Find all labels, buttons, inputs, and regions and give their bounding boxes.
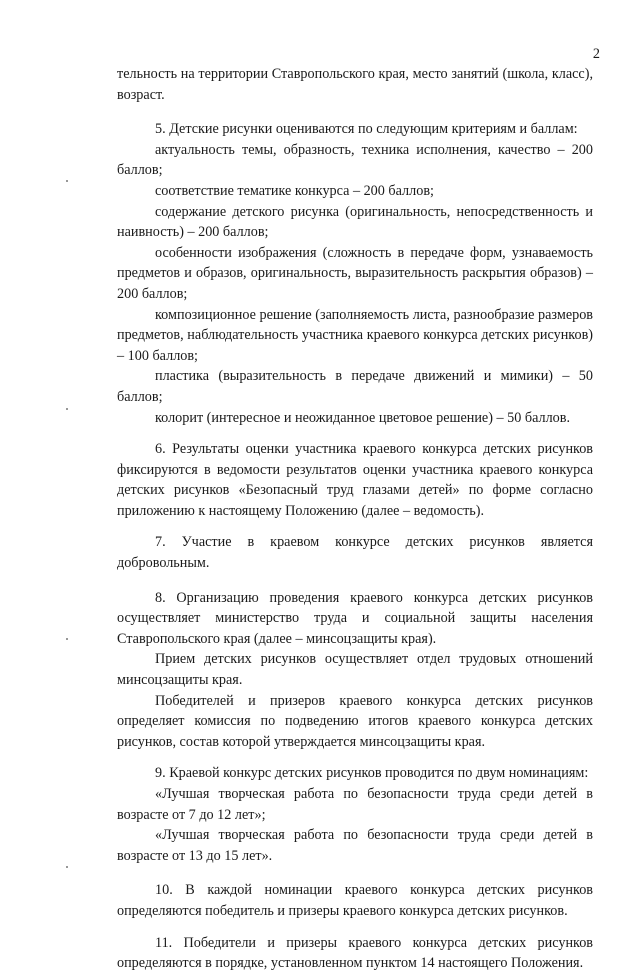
nomination-2: «Лучшая творческая работа по безопасности труда среди детей в возрасте от 13 до 15 лет». (117, 827, 593, 864)
paragraph-8-reception: Прием детских рисунков осуществляет отдел трудовых отношений минсоцзащиты края. (117, 651, 593, 689)
criterion-6: пластика (выразительность в передаче движений и мимики) – 50 баллов; (117, 368, 593, 405)
paragraph-8: 8. Организацию проведения краевого конкурса детских рисунков осуществляет министерство труда и социальной защиты населения Ставропольского края (далее – минсоцзащиты края). (117, 589, 593, 647)
nomination-1: «Лучшая творческая работа по безопасности труда среди детей в возрасте от 7 до 12 лет»; (117, 786, 593, 823)
scan-speck (66, 866, 68, 868)
paragraph-10: 10. В каждой номинации краевого конкурса детских рисунков определяются победитель и призеры краевого конкурса детских рисунков. (117, 882, 593, 919)
criterion-3: содержание детского рисунка (оригинальность, непосредственность и наивность) – 200 баллов; (117, 203, 593, 241)
scan-speck (66, 408, 68, 410)
paragraph-continuation: тельность на территории Ставропольского края, место занятий (школа, класс), возраст. (117, 66, 593, 103)
page-number: 2 (592, 46, 600, 62)
paragraph-8-commission: Победителей и призеров краевого конкурса детских рисунков определяет комиссия по подведению итогов краевого конкурса детских рисунков, состав которой утверждается минсоцзащиты края. (117, 692, 593, 750)
paragraph-9: 9. Краевой конкурс детских рисунков проводится по двум номинациям: (155, 765, 589, 782)
document-body (117, 64, 593, 974)
paragraph-6: 6. Результаты оценки участника краевого конкурса детских рисунков фиксируются в ведомости результатов оценки участника краевого конкурса детских рисунков «Безопасный труд глазами детей» по форме согласно приложению к настоящему Положению (далее – ведомость). (117, 441, 593, 519)
criterion-7: колорит (интересное и неожиданное цветовое решение) – 50 баллов. (155, 409, 571, 426)
paragraph-11: 11. Победители и призеры краевого конкурса детских рисунков определяются в порядке, установленном пунктом 14 настоящего Положения. (117, 934, 593, 972)
criterion-2: соответствие тематике конкурса – 200 баллов; (155, 182, 434, 199)
scan-speck (66, 638, 68, 640)
criterion-4: особенности изображения (сложность в передаче форм, узнаваемость предметов и образов, оригинальность, выразительность раскрытия образов) – 200 баллов; (117, 244, 593, 302)
paragraph-5: 5. Детские рисунки оцениваются по следующим критериям и баллам: (155, 121, 578, 138)
paragraph-7: 7. Участие в краевом конкурсе детских рисунков является добровольным. (117, 534, 593, 572)
criterion-5: композиционное решение (заполняемость листа, разнообразие размеров предметов, наблюдательность участника краевого конкурса детских рисунков) – 100 баллов; (117, 306, 593, 364)
scan-speck (66, 180, 68, 182)
criterion-1: актуальность темы, образность, техника исполнения, качество – 200 баллов; (117, 141, 593, 179)
